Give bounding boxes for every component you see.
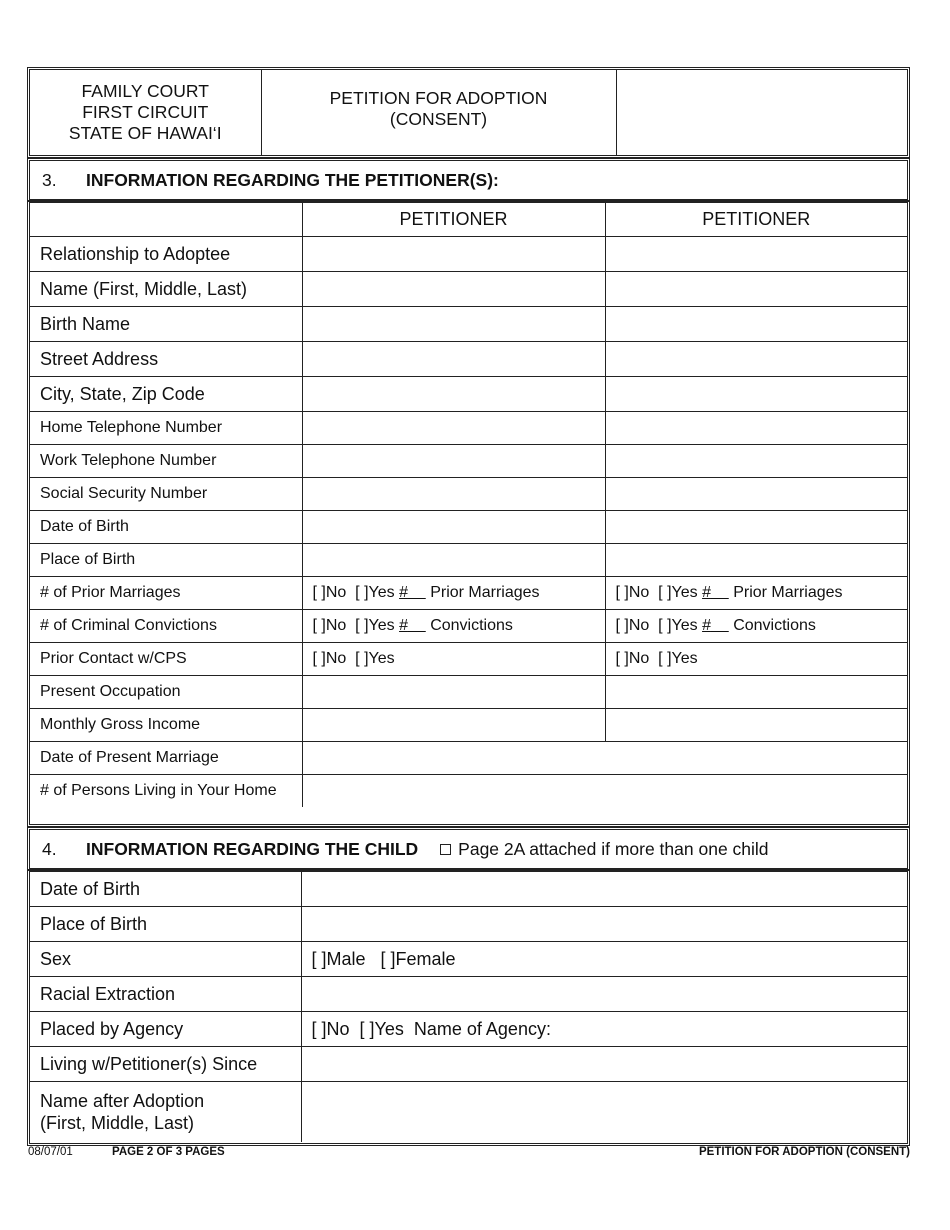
section-number: 3.: [42, 169, 57, 190]
petitioner-2-field[interactable]: [605, 544, 907, 577]
child-field[interactable]: [301, 1082, 907, 1143]
table-row: [30, 511, 907, 544]
no-yes-checkboxes[interactable]: [ ]No [ ]Yes: [615, 584, 703, 601]
court-line: STATE OF HAWAI‘I: [68, 123, 222, 143]
form-header: [27, 67, 910, 158]
row-label: # of Criminal Convictions: [30, 610, 302, 643]
no-yes-checkboxes[interactable]: [ ]No [ ]Yes: [312, 584, 400, 601]
row-label: Place of Birth: [30, 544, 302, 577]
petitioner-2-convictions[interactable]: [605, 610, 907, 643]
petitioner-1-field[interactable]: [302, 377, 605, 412]
row-label: Present Occupation: [30, 676, 302, 709]
child-field[interactable]: [301, 872, 907, 907]
option-label: Convictions: [425, 617, 513, 634]
joint-field[interactable]: [302, 742, 907, 775]
count-blank[interactable]: [702, 584, 729, 601]
table-row: [30, 643, 907, 676]
label-line: (First, Middle, Last): [40, 1113, 195, 1133]
agency-checkboxes[interactable]: [ ]No [ ]Yes Name of Agency:: [311, 1018, 551, 1039]
form-title: [261, 70, 616, 155]
table-header-row: [30, 203, 907, 237]
table-row: [30, 742, 907, 775]
option-label: Prior Marriages: [425, 584, 540, 601]
blank-space: [408, 617, 426, 634]
section-title: INFORMATION REGARDING THE PETITIONER(S):: [86, 169, 499, 190]
petitioner-1-field[interactable]: [302, 676, 605, 709]
petitioner-1-cps[interactable]: [302, 643, 605, 676]
hash-mark: #: [399, 584, 408, 601]
case-number-box[interactable]: [616, 70, 907, 155]
table-row: [30, 272, 907, 307]
petitioner-2-field[interactable]: [605, 445, 907, 478]
no-yes-checkboxes[interactable]: [ ]No [ ]Yes: [312, 617, 400, 634]
joint-field[interactable]: [302, 775, 907, 808]
row-label: Prior Contact w/CPS: [30, 643, 302, 676]
petitioner-table: [27, 200, 910, 827]
table-row: [30, 709, 907, 742]
petitioner-1-convictions[interactable]: [302, 610, 605, 643]
row-label: [30, 1082, 301, 1143]
sex-checkboxes[interactable]: [ ]Male [ ]Female: [311, 948, 456, 969]
row-label: # of Persons Living in Your Home: [30, 775, 302, 808]
blank-space: [711, 617, 729, 634]
court-name: [30, 70, 261, 155]
row-label: Date of Birth: [30, 511, 302, 544]
petitioner-2-header: PETITIONER: [605, 203, 907, 237]
table-row: [30, 478, 907, 511]
page-count: PAGE 2 OF 3 PAGES: [112, 1146, 225, 1158]
table-row: [30, 610, 907, 643]
attachment-note: [440, 839, 768, 860]
row-label: City, State, Zip Code: [30, 377, 302, 412]
blank-space: [408, 584, 426, 601]
petitioner-2-field[interactable]: [605, 307, 907, 342]
form-name: PETITION FOR ADOPTION (CONSENT): [698, 1146, 910, 1158]
petitioner-1-field[interactable]: [302, 307, 605, 342]
row-label: Sex: [30, 942, 301, 977]
attachment-note-text: Page 2A attached if more than one child: [458, 838, 769, 859]
title-line: PETITION FOR ADOPTION: [329, 88, 548, 108]
blank-space: [711, 584, 729, 601]
label-line: Name after Adoption: [40, 1091, 205, 1111]
table-row: [30, 307, 907, 342]
petitioner-1-field[interactable]: [302, 511, 605, 544]
petitioner-2-field[interactable]: [605, 412, 907, 445]
section-title: INFORMATION REGARDING THE CHILD: [86, 838, 419, 859]
child-field[interactable]: [301, 1047, 907, 1082]
checkbox-icon[interactable]: [440, 844, 451, 855]
no-yes-checkboxes[interactable]: [ ]No [ ]Yes: [615, 617, 703, 634]
table-row: [30, 1082, 907, 1143]
petitioner-2-field[interactable]: [605, 676, 907, 709]
petitioner-1-header: PETITIONER: [302, 203, 605, 237]
child-field[interactable]: [301, 977, 907, 1012]
section-4-heading: [27, 827, 910, 871]
table-row: [30, 342, 907, 377]
sex-field[interactable]: [301, 942, 907, 977]
table-row: [30, 872, 907, 907]
child-table: [27, 869, 910, 1146]
count-blank[interactable]: [399, 617, 426, 634]
table-row: [30, 237, 907, 272]
petitioner-1-field[interactable]: [302, 412, 605, 445]
table-row: [30, 977, 907, 1012]
hash-mark: #: [702, 617, 711, 634]
hash-mark: #: [399, 617, 408, 634]
table-row: [30, 942, 907, 977]
court-line: FIRST CIRCUIT: [82, 102, 209, 122]
no-yes-checkboxes[interactable]: [ ]No [ ]Yes: [312, 650, 395, 667]
petitioner-1-field[interactable]: [302, 544, 605, 577]
table-row: [30, 412, 907, 445]
row-label: Work Telephone Number: [30, 445, 302, 478]
blank-header-cell: [30, 203, 302, 237]
option-label: Prior Marriages: [728, 584, 843, 601]
petitioner-2-field[interactable]: [605, 709, 907, 742]
table-row: [30, 377, 907, 412]
table-row: [30, 1012, 907, 1047]
row-label: Name (First, Middle, Last): [30, 272, 302, 307]
table-row: [30, 577, 907, 610]
petitioner-2-field[interactable]: [605, 377, 907, 412]
hash-mark: #: [702, 584, 711, 601]
petitioner-1-prior-marriages[interactable]: [302, 577, 605, 610]
petitioner-1-field[interactable]: [302, 709, 605, 742]
petitioner-2-cps[interactable]: [605, 643, 907, 676]
row-label: Place of Birth: [30, 907, 301, 942]
petitioner-2-field[interactable]: [605, 342, 907, 377]
title-line: (CONSENT): [389, 109, 488, 129]
petitioner-2-field[interactable]: [605, 478, 907, 511]
row-label: Relationship to Adoptee: [30, 237, 302, 272]
petitioner-2-field[interactable]: [605, 511, 907, 544]
table-row: [30, 775, 907, 808]
row-label: Monthly Gross Income: [30, 709, 302, 742]
row-label: Street Address: [30, 342, 302, 377]
table-row: [30, 676, 907, 709]
table-row: [30, 1047, 907, 1082]
option-label: Convictions: [728, 617, 816, 634]
row-label: Racial Extraction: [30, 977, 301, 1012]
petitioner-2-field[interactable]: [605, 237, 907, 272]
agency-field[interactable]: [301, 1012, 907, 1047]
no-yes-checkboxes[interactable]: [ ]No [ ]Yes: [615, 650, 698, 667]
count-blank[interactable]: [702, 617, 729, 634]
court-line: FAMILY COURT: [81, 81, 209, 101]
table-row: [30, 544, 907, 577]
row-label: Home Telephone Number: [30, 412, 302, 445]
section-number: 4.: [42, 838, 57, 859]
child-field[interactable]: [301, 907, 907, 942]
row-label: # of Prior Marriages: [30, 577, 302, 610]
petitioner-1-field[interactable]: [302, 478, 605, 511]
petitioner-2-prior-marriages[interactable]: [605, 577, 907, 610]
count-blank[interactable]: [399, 584, 426, 601]
row-label: Living w/Petitioner(s) Since: [30, 1047, 301, 1082]
row-label: Date of Birth: [30, 872, 301, 907]
table-row: [30, 907, 907, 942]
petitioner-1-field[interactable]: [302, 445, 605, 478]
petitioner-1-field[interactable]: [302, 237, 605, 272]
form-date: 08/07/01: [28, 1146, 73, 1158]
row-label: Date of Present Marriage: [30, 742, 302, 775]
row-label: Social Security Number: [30, 478, 302, 511]
row-label: Birth Name: [30, 307, 302, 342]
petitioner-1-field[interactable]: [302, 272, 605, 307]
petitioner-1-field[interactable]: [302, 342, 605, 377]
section-3-heading: [27, 158, 910, 202]
table-row: [30, 445, 907, 478]
row-label: Placed by Agency: [30, 1012, 301, 1047]
petitioner-2-field[interactable]: [605, 272, 907, 307]
